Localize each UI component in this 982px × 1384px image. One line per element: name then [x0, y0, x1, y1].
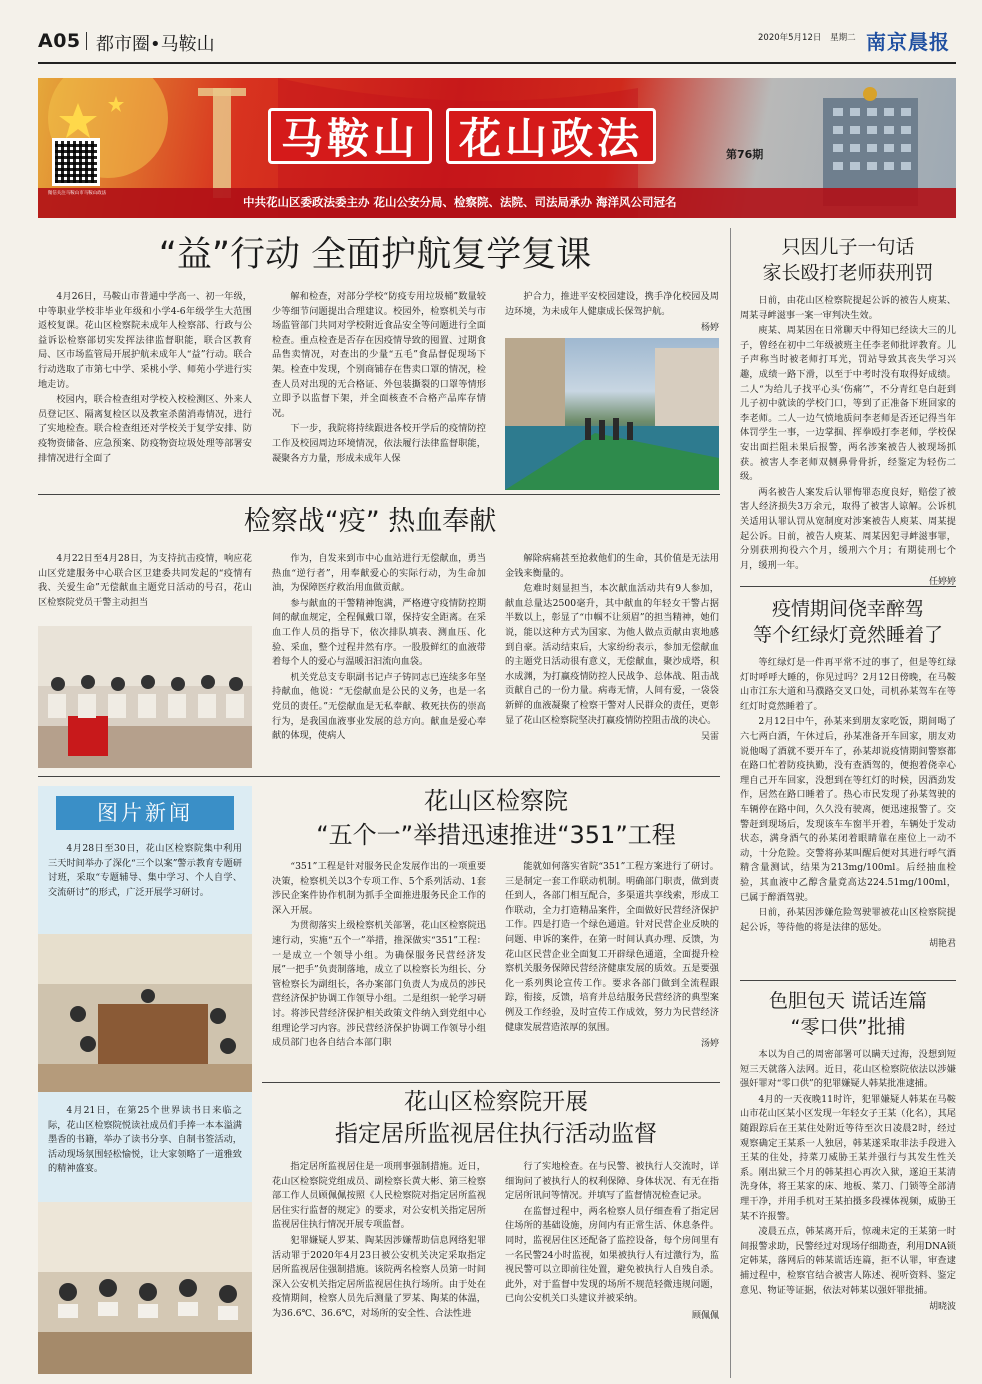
paragraph: “351”工程是针对服务民企发展作出的一项重要决策，检察机关以3个专项工作、5个系列活动、1套涉民企案件协作机制为抓手全面推进服务民企工作的深入开展。	[272, 861, 486, 916]
photo-news-header: 图片新闻	[56, 796, 234, 830]
section-name: 都市圈•马鞍山	[96, 34, 215, 55]
paragraph: 庾某、周某因在日常聊天中得知已经读大三的儿子，曾经在初中二年级被班主任李老师批评教育。儿子声称当时被老师打耳光，罚站导致其丧失学习兴趣，成绩一路下滑，以至于中考时没有取得好成绩。二人“为给儿子找平心头‘伤痛’”，不分青红皂白赶到儿子初中就读的学校门口，等到了正准备下班回家的李老师。二人一边气愤地质问李老师是否还记得当年体罚学生一事，一边掌掴、挥拳殴打李老师，学校保安出面拦阻未果后报警，两名涉案被告人被现场抓获。被害人李老师双侧鼻骨骨折，经鉴定为轻伤二级。	[740, 325, 956, 483]
issue-number: 第76期	[726, 148, 764, 161]
article3-headline	[272, 784, 720, 852]
banner-title	[268, 108, 656, 164]
side-story-3-headline	[740, 988, 956, 1040]
byline: 胡晓波	[928, 1302, 956, 1313]
article3-col2	[505, 860, 719, 1049]
paragraph: 为贯彻落实上级检察机关部署，花山区检察院迅速行动，实施“五个一”举措，推深做实“351”工程：一是成立一个领导小组。为确保服务民营经济发展”一把手”负责制落地，成立了以检察长为组长、分管检察长为副组长，各办案部门负责人为成员的涉民营经济保护协调工作领导小组。二是组织一轮学习研讨。将涉民营经济保护相关政策文件纳入到党组中心组理论学习内容。涉民营经济保护协调工作领导小组成员部门也各自结合本部门职	[272, 920, 486, 1049]
masthead-divider	[86, 32, 87, 50]
newspaper-logo: 南京晨报	[866, 30, 950, 54]
reading-day-photo	[38, 1202, 252, 1374]
headline-line-2: 指定居所监视居住执行活动监督	[335, 1121, 657, 1147]
photo-news-caption-2: 4月21日，在第25个世界读书日来临之际，花山区检察院悦读社成员们手捧一本本溢满墨香的书籍，举办了读书分享、自制书签活动，活动现场氛围轻松愉悦，让大家领略了一道雅致的精神盛宴。	[48, 1105, 242, 1175]
issue-date	[758, 31, 856, 43]
article2-col1	[38, 552, 252, 611]
paragraph: 解和检查，对部分学校“防疫专用垃圾桶”数量较少等细节问题提出合理建议。校园外，检察机关与市场监管部门共同对学校附近食品安全等问题进行全面检查。重点检查是否存在因疫情导致的囤置、过期食品售卖情况，对查出的少量“五毛”食品督促现场下架。检查中发现，个别商铺存在售卖口罩的情况，检查人员对出现的无合格证、外包装撕裂的口罩等情形立即予以监督下架，并全面核查不合格产品库存情况。	[272, 291, 486, 419]
article4-headline	[272, 1086, 720, 1150]
headline-line-1: 疫情期间侥幸醉驾	[771, 598, 924, 620]
paragraph: 4月的一天夜晚11时许，犯罪嫌疑人韩某在马鞍山市花山区某小区发现一年轻女子王某（化名），其尾随跟踪后在王某住处附近等待至次日凌晨2时，经过观察确定王某系一人独居，韩某遂采取非法手段进入王某的住处，持菜刀威胁王某并强行与其发生性关系。刚出狱三个月的韩某担心再次入狱，遂迫王某清洗身体，将王某家的床、地板、菜刀、门锁等全部清理干净，并用手机对王某拍摄多段裸体视频，威胁王某不许报警。	[740, 1093, 956, 1222]
article3-rule	[262, 1082, 720, 1083]
byline: 汤婷	[700, 1039, 719, 1050]
side-story-3	[740, 988, 956, 1312]
headline-line-2: 家长殴打老师获刑罚	[762, 262, 934, 284]
qr-code	[52, 138, 100, 186]
article2-col2	[272, 552, 486, 745]
article1-col1	[38, 290, 252, 467]
page-number: A05	[38, 30, 81, 52]
byline: 任婷婷	[928, 577, 956, 588]
paragraph: 作为，自发来到市中心血站进行无偿献血，勇当热血“逆行者”，用奉献爱心的实际行动，为生命加油，为保障医疗救治用血做贡献。	[272, 553, 486, 594]
side-story-2-headline	[740, 596, 956, 648]
side-story-1	[740, 234, 956, 587]
paragraph: 解除病痛甚至抢救他们的生命，其价值是无法用金钱来衡量的。	[505, 553, 719, 579]
paragraph: 护合力，推进平安校园建设，携手净化校园及周边环境，为未成年人健康成长保驾护航。	[505, 291, 719, 317]
headline-line-1: 花山区检察院开展	[404, 1089, 588, 1115]
paragraph: 4月26日，马鞍山市普通中学高一、初一年级，中等职业学校非毕业年级和小学4-6年级学生大范围返校复课。花山区检察院未成年人检察部、行政与公益诉讼检察部切实发挥法律监督职能，联合区教育局、区市场监管局开展护航未成年人“益”行动。联合行动选取了市第七中学、采桃小学、师苑小学进行实地走访。	[38, 291, 252, 390]
seminar-photo	[38, 934, 252, 1092]
weekday-text: 星期二	[830, 33, 856, 43]
masthead-rule	[38, 62, 956, 64]
blood-donation-photo	[38, 626, 252, 768]
headline-line-2: 等个红绿灯竟然睡着了	[752, 624, 943, 646]
article2-headline: 检察战“疫” 热血奉献	[243, 506, 497, 537]
emblem-icon	[863, 87, 877, 101]
banner-sponsors: 中共花山区委政法委主办 花山公安分局、检察院、法院、司法局承办 海洋风公司冠名	[243, 195, 677, 209]
side-rule-2	[740, 980, 956, 981]
qr-caption: 微信关注马鞍山市马鞍山政法	[47, 191, 107, 196]
paragraph: 两名被告人案发后认罪悔罪态度良好，赔偿了被害人经济损失3万余元，取得了被害人谅解。公诉机关适用认罪认罚从宽制度对涉案被告人庾某、周某提起公诉。日前，被告人庾某、周某因犯寻衅滋事罪，分别获刑拘役六个月，缓刑六个月；有期徒刑七个月，缓刑一年。	[740, 486, 956, 571]
article4-col1	[272, 1160, 486, 1323]
byline: 胡艳君	[928, 939, 956, 950]
article4-col2	[505, 1160, 719, 1321]
masthead	[38, 22, 956, 62]
side-rule-1	[740, 586, 956, 587]
column-capital	[198, 88, 246, 96]
photo-scene	[38, 1202, 252, 1374]
paragraph: 等红绿灯是一件再平常不过的事了，但是等红绿灯时呼呼大睡的，你见过吗？2月12日傍晚，在马鞍山市江东大道和马濮路交叉口处，司机孙某驾车在等红灯时竟然睡着了。	[740, 657, 956, 712]
paragraph: 下一步，我院将持续跟进各校开学后的疫情防控工作及校园周边环境情况，依法履行法律监督职能，凝聚各方力量，形成未成年人保	[272, 423, 486, 464]
paragraph: 犯罪嫌疑人罗某、陶某因涉嫌帮助信息网络犯罪活动罪于2020年4月23日被公安机关决定采取指定居所监视居住强制措施。该院两名检察人员第一时间深入公安机关指定居所监视居住执行场所。由于处在疫情期间，检察人员先后测量了罗某、陶某的体温，为36.6℃、36.6℃，对场所的安全性、合法性进	[272, 1234, 486, 1319]
article2-col3	[505, 552, 719, 742]
byline: 吴雷	[700, 732, 719, 743]
side-story-2	[740, 596, 956, 949]
paragraph: 日前，由花山区检察院提起公诉的被告人庾某、周某寻衅滋事一案一审判决生效。	[740, 295, 956, 321]
paragraph: 4月22日至4月28日，为支持抗击疫情，响应花山区党建服务中心联合区卫建委共同发起的“疫情有我、关爱生命”无偿献血主题党日活动的号召，花山区检察院党员干警主动担当	[38, 553, 252, 608]
article1-headline: “益”行动 全面护航复学复课	[158, 235, 592, 275]
article1-col2	[272, 290, 486, 467]
paragraph: 机关党总支专职副书记卢子铸同志已连续多年坚持献血，他说：“无偿献血是公民的义务，也是一名党员的责任。”无偿献血是无私奉献、救死扶伤的崇高行为，是我国血液事业发展的总方向。献血是爱心奉献的体现，使病人	[272, 671, 486, 742]
headline-line-1: 只因儿子一句话	[781, 236, 915, 258]
paragraph: 凌晨五点，韩某离开后，惊魂未定的王某第一时间报警求助，民警经过对现场仔细勘查，利用DNA锁定韩某，落网后的韩某谎话连篇，拒不认罪，审查逮捕过程中，检察官结合被害人陈述、视听资料、鉴定意见、物证等证据，依法对韩某以强奸罪批捕。	[740, 1226, 956, 1296]
article1-col3	[505, 290, 719, 333]
article1-rule	[38, 494, 720, 495]
photo-news-panel	[38, 786, 252, 1374]
article2-rule	[38, 776, 720, 777]
paragraph: 本以为自己的周密部署可以瞒天过海，没想到短短三天就落入法网。近日，花山区检察院依法以涉嫌强奸罪对“零口供”的犯罪嫌疑人韩某批准逮捕。	[740, 1049, 956, 1090]
banner-title-left: 马鞍山	[268, 108, 432, 164]
paragraph: 能就如何落实省院“351”工程方案进行了研讨。三是制定一套工作联动机制。明确部门职责，做到责任到人，各部门相互配合，多渠道共享线索，形成工作联动，全力打造精品案件，全面做好民营经济保护工作。四是打造一个绿色通道。针对民营企业反映的问题、申诉的案件，在第一时间认真办理、反馈，为花山区民营企业全面复工开辟绿色通道，全面提升检察机关服务保障民营经济健康发展的质效。五是要强化一系列舆论宣传工作。要求各部门做到全流程跟踪，衔接，反馈，培育并总结服务民营经济的典型案例及工作经验，及时宣传工作成效，努力为民营经济健康发展营造浓厚的氛围。	[505, 861, 719, 1033]
paragraph: 危难时刻显担当，本次献血活动共有9人参加，献血总量达2500毫升，其中献血的年轻女干警占据半数以上，彰显了“巾帼不让须眉”的担当精神，她们说，能以这种方式为国家、为他人做点贡献由衷地感到自豪。活动结束后，大家纷纷表示，参加无偿献血的主题党日活动很有意义，无偿献血，聚沙成塔，积水成渊，为打赢疫情防控人民战争、总体战、阻击战贡献自己的一份力量。病毒无情，人间有爱，一袋袋新鲜的血液凝聚了检察干警对人民群众的责任，更彰显了花山区检察院坚决打赢疫情防控阻击战的决心。	[505, 583, 719, 726]
banner	[38, 78, 956, 218]
headline-line-1: 花山区检察院	[424, 787, 568, 815]
headline-line-2: “零口供”批捕	[790, 1016, 906, 1038]
article3-col1	[272, 860, 486, 1052]
photo-news-caption-1: 4月28日至30日，花山区检察院集中利用三天时间举办了深化“三个以案”警示教育专题研讨班，采取“专题辅导、集中学习、个人自学、交流研讨”的形式，广泛开展学习研讨。	[48, 843, 242, 898]
column-monument	[213, 88, 231, 198]
paragraph: 校园内，联合检查组对学校入校检测区、外来人员登记区、隔离复检区以及教室杀菌消毒情况，进行了实地检查。联合检查组还对学校关于复学安排、防疫物资储备、应急预案、防疫物资垃圾处理等部署安排情况进行全面了	[38, 394, 252, 464]
byline: 杨婷	[700, 323, 719, 334]
photo-scene	[505, 338, 719, 490]
paragraph: 指定居所监视居住是一项刑事强制措施。近日，花山区检察院党组成员、副检察长黄大彬、第三检察部工作人员顾佩佩按照《人民检察院对指定居所监视居住实行监督的规定》的要求，对公安机关指定居所监视居住执行情况开展专项监督。	[272, 1161, 486, 1231]
side-story-1-headline	[740, 234, 956, 286]
byline: 顾佩佩	[691, 1310, 719, 1321]
paragraph: 2月12日中午，孙某来到朋友家吃饭，期间喝了六七两白酒，午休过后，孙某准备开车回家，朋友劝说他喝了酒就不要开车了，孙某却说疫情期间警察都在路口忙着防疫执勤，没有查酒驾的，便抱着侥幸心理自己开车回家，没想到在等红灯的时候，因酒劲发作，居然在路口睡着了。热心市民发现了孙某驾驶的车辆停在路中间，久久没有驶离，便迅速报警了。交警赶到现场后，发现该车车窗半开着，车辆处于发动状态，满身酒气的孙某闭着眼睛靠在座位上一动不动，十分危险。交警将孙某叫醒后便对其进行呼气酒精含量测试，结果为213mg/100ml。后经抽血检验，其血液中乙醇含量竟高达224.51mg/100ml，已属于醉酒驾驶。	[740, 716, 956, 903]
school-inspection-photo	[505, 338, 719, 490]
photo-scene	[38, 934, 252, 1092]
headline-line-2: “五个一”举措迅速推进“351”工程	[316, 821, 676, 849]
paragraph: 参与献血的干警精神饱满，严格遵守疫情防控期间的献血规定，全程佩戴口罩，保持安全距离。在采血工作人员的指导下，依次排队填表、测血压、化验、采血，整个过程井然有序。一股股鲜红的血液带着每个人的爱心与温暖汩汩流向血袋。	[272, 597, 486, 668]
right-column-rule	[730, 228, 731, 1378]
photo-scene	[38, 626, 252, 768]
headline-line-1: 色胆包天 谎话连篇	[768, 990, 928, 1012]
date-text: 2020年5月12日	[758, 33, 822, 43]
banner-title-right: 花山政法	[446, 108, 656, 164]
paragraph: 在监督过程中，两名检察人员仔细查看了指定居住场所的基础设施，房间内有正常生活、休息条件。同时，监视居住区还配备了监控设备，每个房间里有一名民警24小时监视，如果被执行人有过激行为，监视民警可以立即前往处置，避免被执行人自残自杀。此外，对于监督中发现的场所不规范轻微违规问题，已向公安机关口头建议并被采纳。	[505, 1205, 719, 1305]
paragraph: 行了实地检查。在与民警、被执行人交流时，详细询问了被执行人的权利保障、身体状况、有无在指定居所讯问等情况。并填写了监督情况检查记录。	[505, 1161, 719, 1202]
paragraph: 日前，孙某因涉嫌危险驾驶罪被花山区检察院提起公诉，等待他的将是法律的惩处。	[740, 907, 956, 933]
